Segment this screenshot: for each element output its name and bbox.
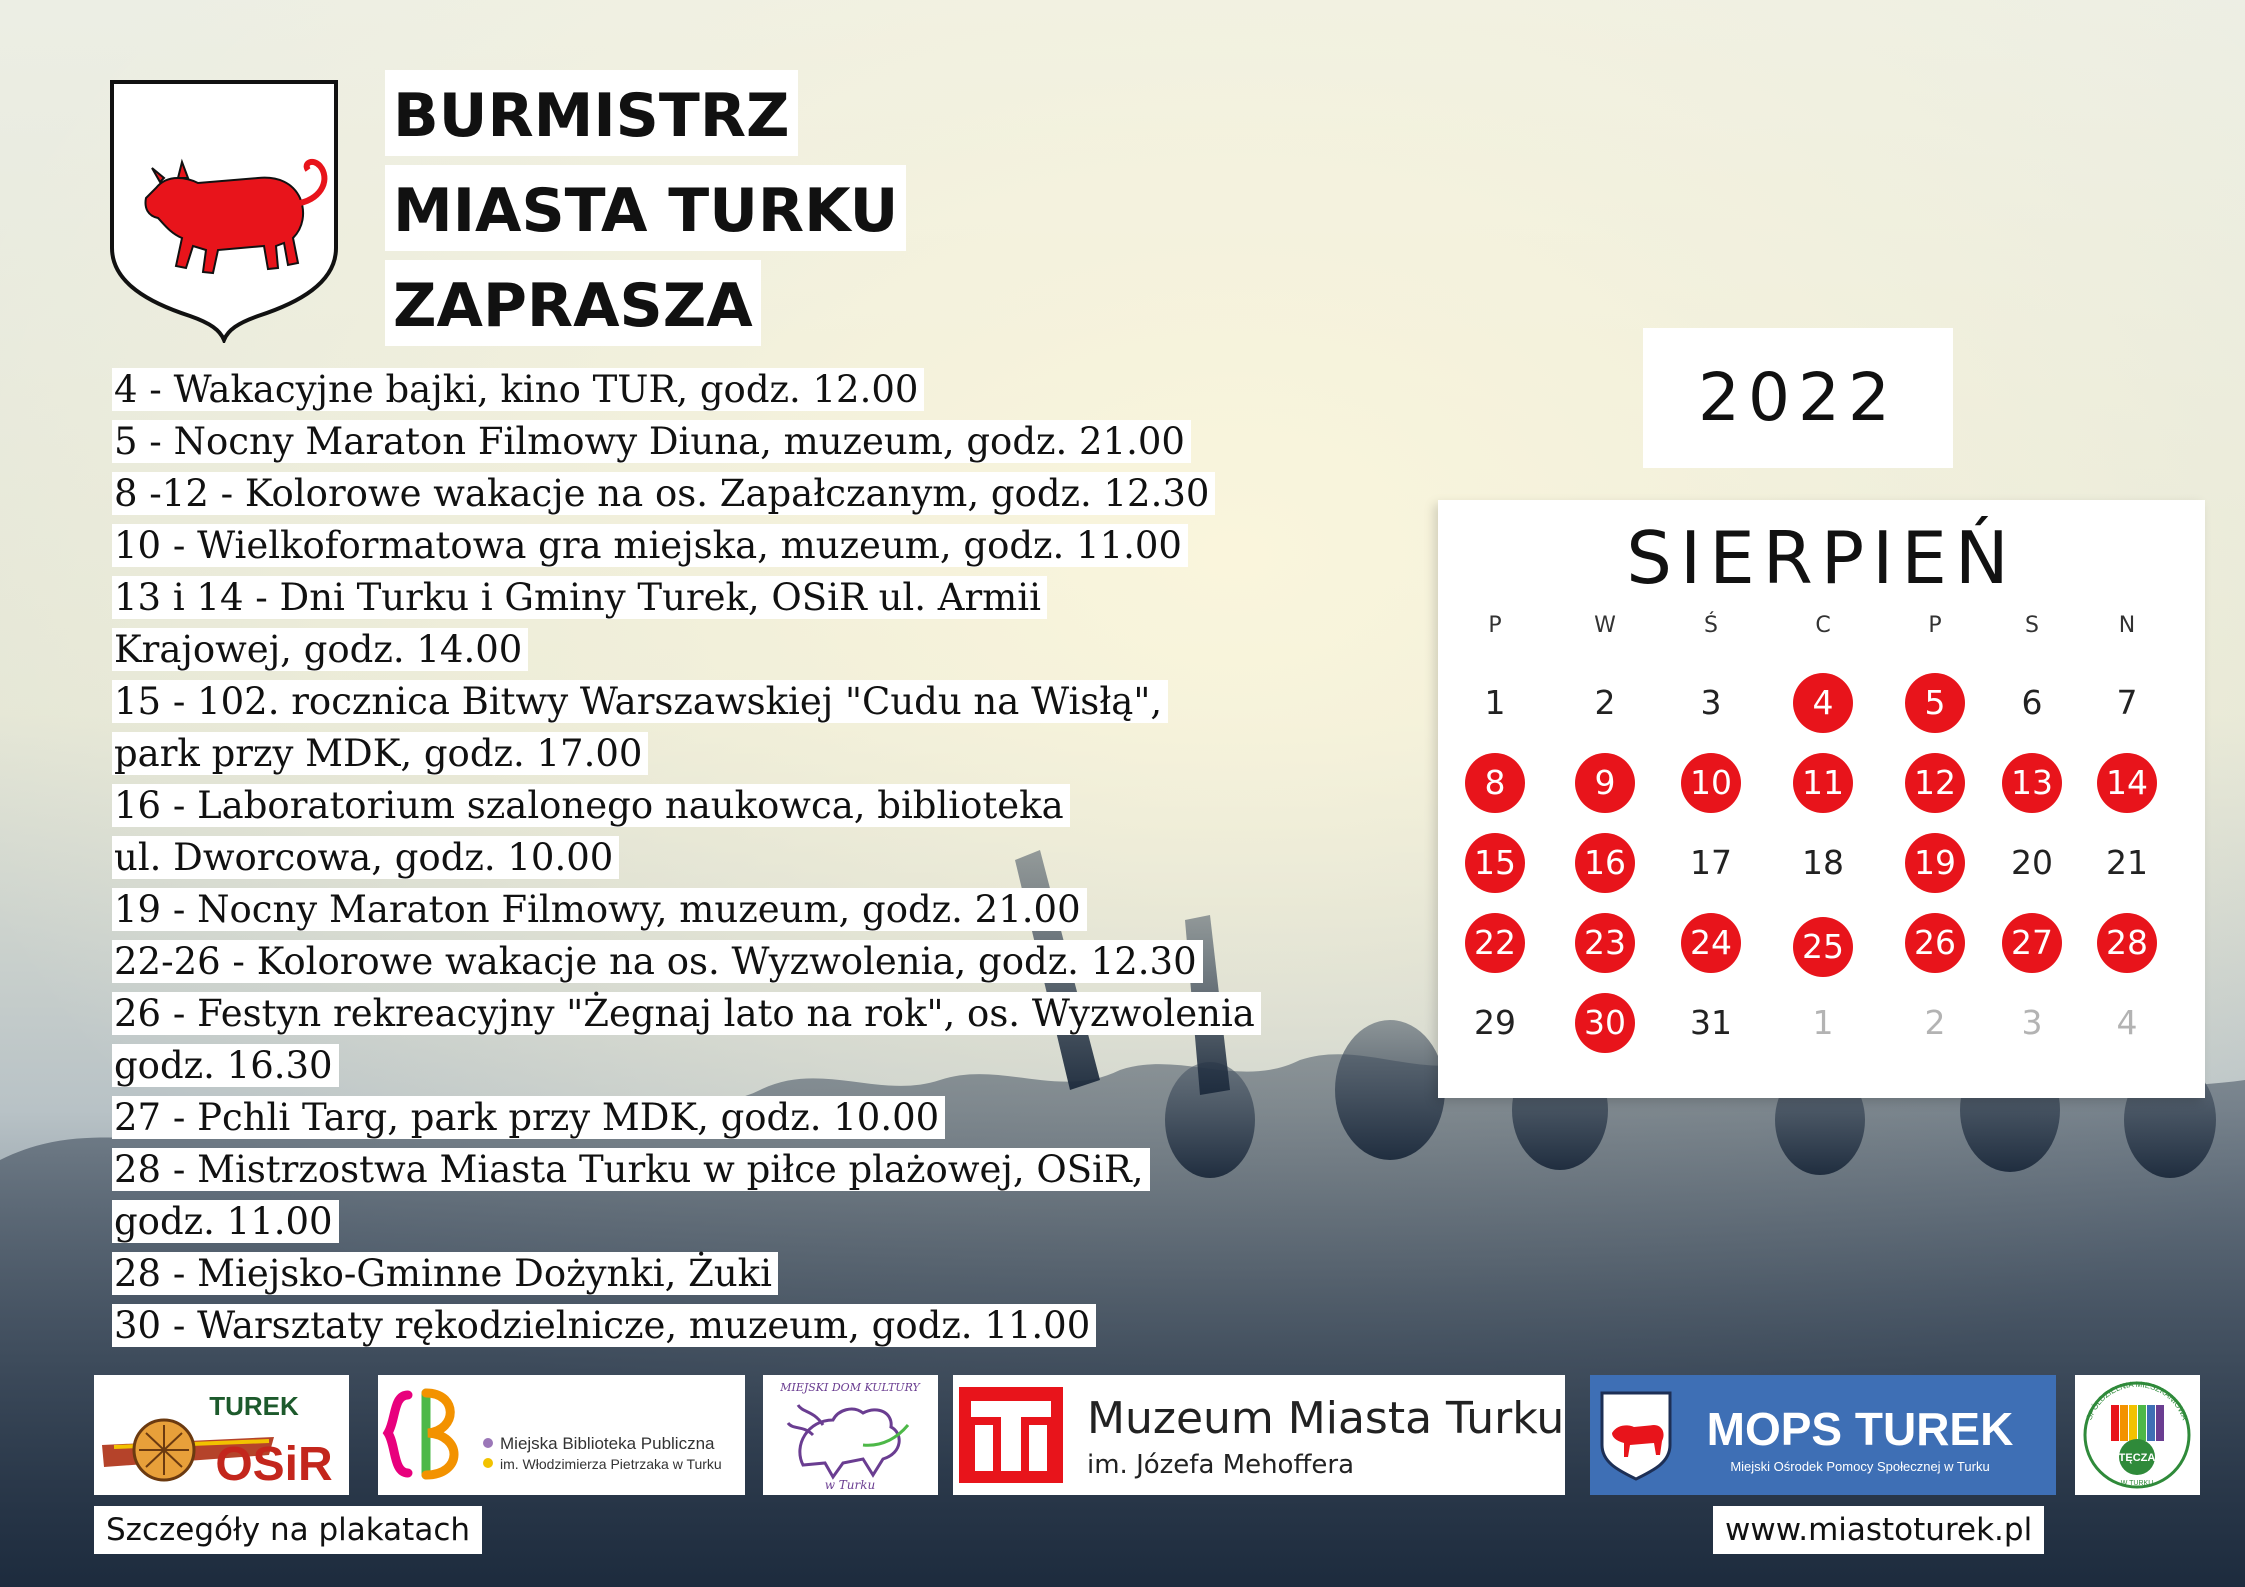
mops-logo-title: MOPS TUREK: [1706, 1403, 2014, 1455]
calendar-day: 18: [1802, 843, 1844, 882]
calendar-day: 2: [1924, 1003, 1946, 1042]
calendar-day-event: 15: [1465, 833, 1525, 893]
mdk-logo: [763, 1375, 938, 1495]
calendar-day-event: 25: [1793, 917, 1853, 977]
tecza-logo-arc: SPÓŁDZIELNIA MIESZKANIOWA: [2084, 1379, 2190, 1422]
year-label: 2022: [1698, 359, 1898, 436]
calendar-grid: [1438, 600, 2205, 1080]
event-line: 4 - Wakacyjne bajki, kino TUR, godz. 12.00: [112, 364, 1352, 416]
weekday-label: C: [1815, 613, 1831, 638]
osir-logo-main: OSiR: [215, 1438, 333, 1491]
calendar-day: 7: [2116, 683, 2138, 722]
title-line-3: ZAPRASZA: [385, 260, 761, 346]
event-line: 15 - 102. rocznica Bitwy Warszawskiej "Cudu na Wisłą",: [112, 676, 1352, 728]
mdk-logo-top: MIEJSKI DOM KULTURY: [780, 1381, 920, 1394]
weekday-label: S: [2025, 613, 2039, 638]
details-note: Szczegóły na plakatach: [94, 1506, 482, 1554]
osir-logo: [94, 1375, 349, 1495]
tecza-logo-bottom: W TURKU: [2120, 1480, 2154, 1487]
weekday-label: P: [1488, 613, 1502, 638]
event-line: 19 - Nocny Maraton Filmowy, muzeum, godz. 21.00: [112, 884, 1352, 936]
calendar-day: 17: [1690, 843, 1732, 882]
muzeum-logo: [953, 1375, 1565, 1495]
calendar: [1438, 500, 2205, 1098]
event-line: 26 - Festyn rekreacyjny "Żegnaj lato na rok", os. Wyzwolenia: [112, 988, 1352, 1040]
calendar-day: 2: [1594, 683, 1616, 722]
event-line: 30 - Warsztaty rękodzielnicze, muzeum, godz. 11.00: [112, 1300, 1352, 1352]
coat-of-arms-logo: [108, 78, 340, 343]
event-line: 27 - Pchli Targ, park przy MDK, godz. 10.00: [112, 1092, 1352, 1144]
event-line: godz. 11.00: [112, 1196, 1352, 1248]
event-line: 28 - Miejsko-Gminne Dożynki, Żuki: [112, 1248, 1352, 1300]
mdk-logo-bottom: w Turku: [824, 1478, 876, 1492]
tecza-logo: [2075, 1375, 2200, 1495]
calendar-day-event: 8: [1465, 753, 1525, 813]
calendar-day-event: 28: [2097, 913, 2157, 973]
calendar-day-event: 10: [1681, 753, 1741, 813]
event-line: Krajowej, godz. 14.00: [112, 624, 1352, 676]
calendar-day-event: 14: [2097, 753, 2157, 813]
calendar-day-event: 23: [1575, 913, 1635, 973]
calendar-day: 1: [1484, 683, 1506, 722]
calendar-day: 3: [1700, 683, 1722, 722]
event-line: ul. Dworcowa, godz. 10.00: [112, 832, 1352, 884]
calendar-day-event: 30: [1575, 993, 1635, 1053]
calendar-day: 31: [1690, 1003, 1732, 1042]
calendar-day: 1: [1812, 1003, 1834, 1042]
mops-logo-subtitle: Miejski Ośrodek Pomocy Społecznej w Turku: [1730, 1459, 1990, 1474]
event-line: 10 - Wielkoformatowa gra miejska, muzeum, godz. 11.00: [112, 520, 1352, 572]
calendar-day-event: 22: [1465, 913, 1525, 973]
osir-logo-top: TUREK: [209, 1391, 299, 1421]
calendar-day: 29: [1474, 1003, 1516, 1042]
calendar-day-event: 26: [1905, 913, 1965, 973]
mops-logo: [1590, 1375, 2056, 1495]
calendar-day-event: 5: [1905, 673, 1965, 733]
event-line: 22-26 - Kolorowe wakacje na os. Wyzwolenia, godz. 12.30: [112, 936, 1352, 988]
year-box: [1643, 328, 1953, 468]
library-logo-line-1: Miejska Biblioteka Publiczna: [500, 1434, 715, 1453]
weekday-label: W: [1594, 613, 1616, 638]
event-line: 28 - Mistrzostwa Miasta Turku w piłce plażowej, OSiR,: [112, 1144, 1352, 1196]
title-line-1: BURMISTRZ: [385, 70, 798, 156]
library-logo-line-2: im. Włodzimierza Pietrzaka w Turku: [500, 1456, 722, 1472]
library-logo: [378, 1375, 745, 1495]
event-line: park przy MDK, godz. 17.00: [112, 728, 1352, 780]
calendar-day-event: 12: [1905, 753, 1965, 813]
calendar-day: 21: [2106, 843, 2148, 882]
calendar-day: 3: [2021, 1003, 2043, 1042]
calendar-day-event: 4: [1793, 673, 1853, 733]
website-link[interactable]: www.miastoturek.pl: [1713, 1506, 2044, 1554]
calendar-day-event: 27: [2002, 913, 2062, 973]
event-line: godz. 16.30: [112, 1040, 1352, 1092]
event-line: 16 - Laboratorium szalonego naukowca, biblioteka: [112, 780, 1352, 832]
calendar-day-event: 24: [1681, 913, 1741, 973]
event-line: 13 i 14 - Dni Turku i Gminy Turek, OSiR ul. Armii: [112, 572, 1352, 624]
month-label: SIERPIEŃ: [1626, 516, 2017, 600]
calendar-day-event: 19: [1905, 833, 1965, 893]
calendar-day-event: 13: [2002, 753, 2062, 813]
weekday-label: Ś: [1704, 613, 1718, 638]
weekday-label: N: [2118, 613, 2136, 638]
events-list: [112, 364, 1352, 1352]
event-line: 8 -12 - Kolorowe wakacje na os. Zapałczanym, godz. 12.30: [112, 468, 1352, 520]
calendar-day: 6: [2021, 683, 2043, 722]
weekday-label: P: [1928, 613, 1942, 638]
event-line: 5 - Nocny Maraton Filmowy Diuna, muzeum, godz. 21.00: [112, 416, 1352, 468]
calendar-day: 20: [2011, 843, 2053, 882]
calendar-day-event: 11: [1793, 753, 1853, 813]
title-line-2: MIASTA TURKU: [385, 165, 906, 251]
muzeum-logo-line-2: im. Józefa Mehoffera: [1087, 1450, 1354, 1480]
muzeum-logo-line-1: Muzeum Miasta Turku: [1087, 1393, 1565, 1444]
tecza-logo-name: TĘCZA: [2118, 1452, 2156, 1464]
calendar-day-event: 16: [1575, 833, 1635, 893]
calendar-day: 4: [2116, 1003, 2138, 1042]
calendar-day-event: 9: [1575, 753, 1635, 813]
